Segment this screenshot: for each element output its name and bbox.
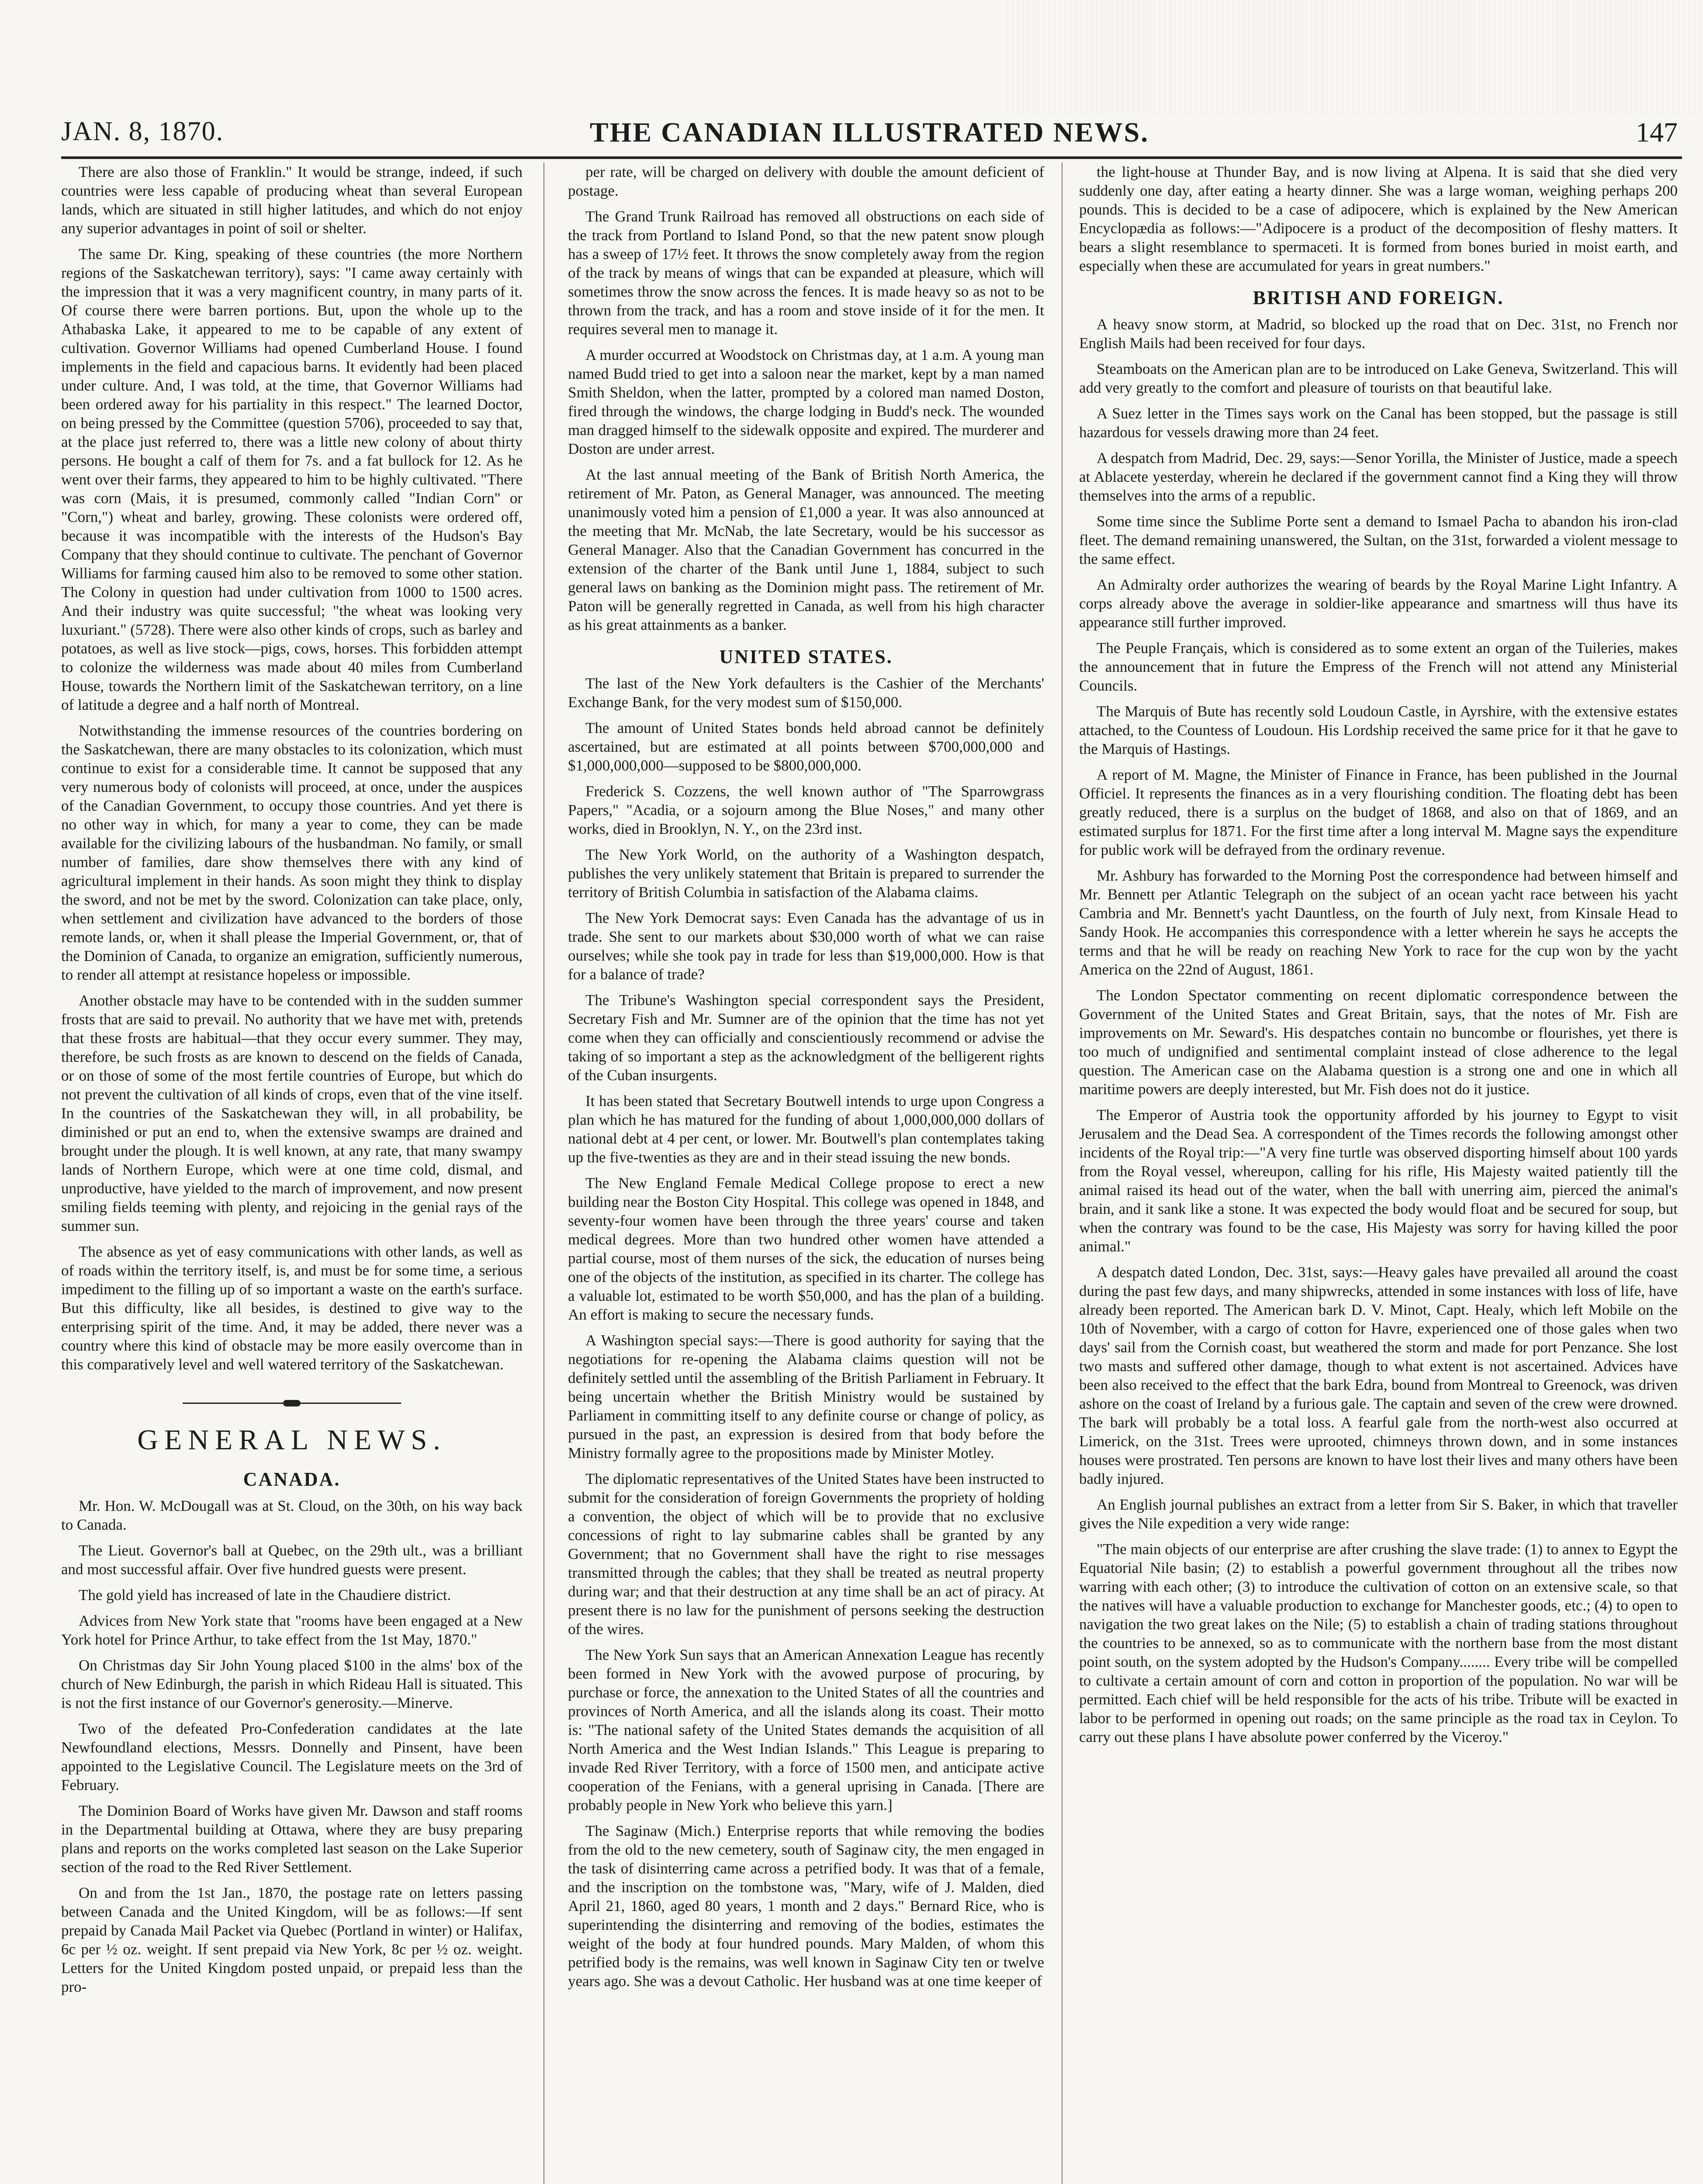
news-item: Steamboats on the American plan are to be introduced on Lake Geneva, Switzerland. This will add very greatly to the comfort and pleasure of tourists on that beautiful lake. bbox=[1079, 360, 1678, 396]
newspaper-title: THE CANADIAN ILLUSTRATED NEWS. bbox=[589, 117, 1149, 148]
article-paragraph: Notwithstanding the immense resources of the countries bordering on the Saskatchewan, there are many obstacles to its colonization, which must continue to exist for a considerable time. It cannot be supposed that any very numerous body of colonists will proceed, at once, under the auspices of the Canadian Government, to occupy those countries. And yet there is no other way in which, for many a year to come, they can be made available for the civilizing labours of the husbandman. No family, or small number of families, dare show themselves there with any kind of agricultural implement in their hands. As soon might they think to display the sword, and not be met by the sword. Colonization can take place, only, when settlement and civilization have advanced to the borders of those remote lands, or, when it shall please the Imperial Government, or, that of the Dominion of Canada, to organize an emigration, sufficiently numerous, to render all attempt at resistance hopeless or impossible. bbox=[61, 722, 523, 983]
british-foreign-heading: BRITISH AND FOREIGN. bbox=[1253, 287, 1504, 308]
news-item: A murder occurred at Woodstock on Christmas day, at 1 a.m. A young man named Budd tried to get into a saloon near the market, kept by a man named Smith Sheldon, when the latter, prompted by a colored man named Doston, fired through the windows, the charge lodging in Budd's neck. The wounded man dragged himself to the sidewalk opposite and expired. The murderer and Doston are under arrest. bbox=[568, 346, 1044, 457]
article-paragraph: Another obstacle may have to be contended with in the sudden summer frosts that are said to prevail. No authority that we have met with, pretends that these frosts are habitual—that they occur every summer. They may, therefore, be such frosts as are known to descend on the fields of Canada, or on those of some of the most fertile countries of Europe, but which do not prevent the cultivation of all kinds of crops, even that of the vine itself. In the countries of the Saskatchewan they will, in all probability, be diminished or put an end to, when the extensive swamps are drained and brought under the plough. It is well known, at any rate, that many swampy lands of Northern Europe, which were at one time cold, dismal, and unproductive, have yielded to the march of improvement, and now present smiling fields teeming with plenty, and rejoicing in the genial rays of the summer sun. bbox=[61, 992, 523, 1234]
news-item: "The main objects of our enterprise are after crushing the slave trade: (1) to annex to Egypt the Equatorial Nile basin; (2) to establish a powerful government throughout all the tribes now warring with each other; (3) to introduce the cultivation of cotton on an extensive scale, so that the natives will have a valuable production to exchange for Manchester goods, etc.; (4) to open to navigation the two great lakes on the Nile; (5) to establish a chain of trading stations throughout the countries to be annexed, so as to communicate with the northern base from the most distant point south, on the system adopted by the Hudson's Company........ Every tribe will be compelled to cultivate a certain amount of corn and cotton in proportion of the population. No war will be permitted. Each chief will be held responsible for the acts of his tribe. Tribute will be exacted in labor to be performed in opening out roads; on the same principle as the road tax in Ceylon. To carry out these plans I have absolute power conferred by the Viceroy." bbox=[1079, 1541, 1678, 1745]
news-item: The Grand Trunk Railroad has removed all obstructions on each side of the track from Portland to Island Pond, so that the new patent snow plough has a sweep of 17½ feet. It throws the snow completely away from the region of the track by means of wings that can be expanded at pleasure, which will sometimes throw the snow across the fences. It is made heavy so as not to be thrown from the track, and has a room and stove inside of it for the men. It requires several men to manage it. bbox=[568, 208, 1044, 338]
news-item: An English journal publishes an extract from a letter from Sir S. Baker, in which that traveller gives the Nile expedition a very wide range: bbox=[1079, 1496, 1678, 1532]
canada-heading: CANADA. bbox=[243, 1469, 341, 1490]
news-item: The last of the New York defaulters is the Cashier of the Merchants' Exchange Bank, for the very modest sum of $150,000. bbox=[568, 675, 1044, 711]
united-states-heading: UNITED STATES. bbox=[719, 646, 893, 667]
news-item: Some time since the Sublime Porte sent a demand to Ismael Pacha to abandon his iron-clad fleet. The demand remaining unanswered, the Sultan, on the 31st, forwarded a violent message to the same effect. bbox=[1079, 513, 1678, 567]
article-paragraph: The same Dr. King, speaking of these countries (the more Northern regions of the Saskatchewan territory), says: "I came away certainly with the impression that it was a very magnificent country, in many parts of it. Of course there were barren portions. But, upon the whole up to the Athabaska Lake, it appeared to me to be capable of any extent of cultivation. Governor Williams had opened Cumberland House. I found implements in the field and capacious barns. It evidently had been placed under culture. And, I was told, at the time, that Governor Williams had been ordered away for his partiality in this respect." The learned Doctor, on being pressed by the Committee (question 5706), proceeded to say that, at the place just referred to, there was a little new colony of about thirty persons. He bought a calf of them for 7s. and a fat bullock for 12. As he went over their farms, they appeared to him to be highly cultivated. "There was corn (Mais, it is presumed, commonly called "Indian Corn" or "Corn,") wheat and barley, growing. These colonists were ordered off, because it was incompatible with the interests of the Hudson's Bay Company that they should continue to cultivate. The penchant of Governor Williams for farming caused him also to be removed to some other station. The Colony in question had under cultivation from 1000 to 1500 acres. And their industry was quite successful; "the wheat was looking very luxuriant." (5728). There were also other kinds of crops, such as barley and potatoes, as well as live stock—pigs, cows, horses. This forbidden attempt to colonize the wilderness was made about 40 miles from Cumberland House, towards the Northern limit of the Saskatchewan territory, on a line of latitude a degree and a half north of Montreal. bbox=[61, 245, 523, 713]
news-item: The amount of United States bonds held abroad cannot be definitely ascertained, but are estimated at all points between $700,000,000 and $1,000,000,000—supposed to be $800,000,000. bbox=[568, 719, 1044, 774]
section-ornament bbox=[183, 1400, 401, 1406]
page-number: 147 bbox=[1636, 117, 1678, 148]
news-item: The London Spectator commenting on recent diplomatic correspondence between the Government of the United States and Great Britain, says, that the notes of Mr. Fish are improvements on Mr. Seward's. His despatches contain no buncombe or flourishes, yet there is too much of undignified and sentimental complaint instead of close adherence to the legal question. The American case on the Alabama question is a strong one and one in which all maritime powers are deeply interested, but Mr. Fish does not do it justice. bbox=[1079, 987, 1678, 1098]
news-item: per rate, will be charged on delivery with double the amount deficient of postage. bbox=[568, 163, 1044, 199]
general-news-heading: GENERAL NEWS. bbox=[137, 1424, 447, 1456]
news-item: Two of the defeated Pro-Confederation candidates at the late Newfoundland elections, Messrs. Donnelly and Pinsent, have been appointed to the Legislative Council. The Legislature meets on the 3rd of February. bbox=[61, 1720, 523, 1794]
news-item: Mr. Ashbury has forwarded to the Morning Post the correspondence had between himself and Mr. Bennett per Atlantic Telegraph on the subject of an ocean yacht race between his yacht Cambria and Mr. Bennett's yacht Dauntless, on the fourth of July next, from Kinsale Head to Sandy Hook. He accompanies this correspondence with a letter wherein he says he accepts the terms and that he will be ready on reaching New York to race for the cup won by the yacht America on the 22nd of August, 1861. bbox=[1079, 867, 1678, 978]
news-item: The Dominion Board of Works have given Mr. Dawson and staff rooms in the Departmental building at Ottawa, where they are busy preparing plans and reports on the works completed last season on the Lake Superior section of the road to the Red River Settlement. bbox=[61, 1802, 523, 1876]
news-item: A despatch dated London, Dec. 31st, says:—Heavy gales have prevailed all around the coast during the past few days, and many shipwrecks, attended in some instances with loss of life, have already been reported. The American bark D. V. Minot, Capt. Healy, which left Mobile on the 10th of November, with a cargo of cotton for Havre, experienced one of those gales when two days' sail from the Cornish coast, but weathered the storm and made for port Penzance. She lost two masts and suffered other damage, though to what extent is not ascertained. Advices have been also received to the effect that the bark Edra, bound from Montreal to Greenock, was driven ashore on the coast of Ireland by a furious gale. The captain and seven of the crew were drowned. The bark will probably be a total loss. A fearful gale from the north-west also occurred at Limerick, on the 31st. Trees were uprooted, chimneys thrown down, and in some instances houses were prostrated. Ten persons are known to have lost their lives and many others have been badly injured. bbox=[1079, 1264, 1678, 1487]
article-paragraph: The absence as yet of easy communications with other lands, as well as of roads within the territory itself, is, and must be for some time, a serious impediment to the filling up of so important a waste on the earth's surface. But this difficulty, like all besides, is destined to give way to the enterprising spirit of the time. And, it may be added, there never was a country where this kind of obstacle may be more easily overcome than in this comparatively level and well watered territory of the Saskatchewan. bbox=[61, 1243, 523, 1373]
news-item: A Washington special says:—There is good authority for saying that the negotiations for re-opening the Alabama claims question will not be definitely settled until the assembling of the British Parliament in February. It being uncertain whether the British Ministry would be sustained by Parliament in committing itself to any definite course or change of policy, as pursued in the past, an expression is desired from that body before the Ministry formally agree to the propositions made by Minister Motley. bbox=[568, 1332, 1044, 1462]
news-item: Advices from New York state that "rooms have been engaged at a New York hotel for Prince Arthur, to take effect from the 1st May, 1870." bbox=[61, 1612, 523, 1648]
news-item: The Tribune's Washington special correspondent says the President, Secretary Fish and Mr. Sumner are of the opinion that the time has not yet come when they can officially and conscientiously recommend or advise the taking of so important a step as the acknowledgment of the belligerent rights of the Cuban insurgents. bbox=[568, 992, 1044, 1084]
news-item: The Emperor of Austria took the opportunity afforded by his journey to Egypt to visit Jerusalem and the Dead Sea. A correspondent of the Times records the following amongst other incidents of the Royal trip:—"A very fine turtle was observed disporting himself about 100 yards from the Royal vessel, whereupon, calling for his rifle, His Majesty waited patiently till the animal raised its head out of the water, when the ball with unerring aim, pierced the animal's brain, and it sank like a stone. It was expected the body would float and be secured for soup, but when the contrary was found to be the case, His Majesty was sorry for having killed the poor animal." bbox=[1079, 1106, 1678, 1255]
column-1 bbox=[61, 162, 523, 2184]
news-item: The New York World, on the authority of a Washington despatch, publishes the very unlikely statement that Britain is prepared to surrender the territory of British Columbia in satisfaction of the Alabama claims. bbox=[568, 846, 1044, 901]
news-item: The Marquis of Bute has recently sold Loudoun Castle, in Ayrshire, with the extensive estates attached, to the Countess of Loudoun. His Lordship received the same price for it that he gave to the Marquis of Hastings. bbox=[1079, 703, 1678, 757]
news-item: The New England Female Medical College propose to erect a new building near the Boston City Hospital. This college was opened in 1848, and seventy-four women have been through the three years' course and taken medical degrees. More than two hundred other women have attended a partial course, most of them nurses of the sick, the education of nurses being one of the objects of the institution, as specified in its charter. The college has a valuable lot, estimated to be worth $50,000, and has the plan of a building. An effort is making to secure the necessary funds. bbox=[568, 1175, 1044, 1323]
news-item: It has been stated that Secretary Boutwell intends to urge upon Congress a plan which he has matured for the funding of about 1,000,000,000 dollars of national debt at 4 per cent, or lower. Mr. Boutwell's plan contemplates taking up the five-twenties as they are and in their stead issuing the new bonds. bbox=[568, 1092, 1044, 1166]
column-3 bbox=[1079, 162, 1678, 2184]
news-item: Frederick S. Cozzens, the well known author of "The Sparrowgrass Papers," "Acadia, or a sojourn among the Blue Noses," and many other works, died in Brooklyn, N. Y., on the 23rd inst. bbox=[568, 783, 1044, 837]
news-item: The New York Democrat says: Even Canada has the advantage of us in trade. She sent to our markets about $30,000 worth of what we can raise ourselves; while she took pay in trade for less than $19,000,000. How is that for a balance of trade? bbox=[568, 909, 1044, 983]
news-item: The Saginaw (Mich.) Enterprise reports that while removing the bodies from the old to the new cemetery, south of Saginaw city, the men engaged in the task of disinterring came across a petrified body. It was that of a female, and the inscription on the tombstone was, "Mary, wife of J. Malden, died April 21, 1860, aged 80 years, 1 month and 2 days." Bernard Rice, who is superintending the disinterring and removing of the bodies, estimates the weight of the body at four hundred pounds. Mary Malden, of whom this petrified body is the remains, was well known in Saginaw City ten or twelve years ago. She was a devout Catholic. Her husband was at one time keeper of bbox=[568, 1822, 1044, 1990]
news-item: A heavy snow storm, at Madrid, so blocked up the road that on Dec. 31st, no French nor English Mails had been received for four days. bbox=[1079, 316, 1678, 352]
news-item: Mr. Hon. W. McDougall was at St. Cloud, on the 30th, on his way back to Canada. bbox=[61, 1497, 523, 1533]
news-item: A Suez letter in the Times says work on the Canal has been stopped, but the passage is still hazardous for vessels drawing more than 24 feet. bbox=[1079, 405, 1678, 441]
issue-date: JAN. 8, 1870. bbox=[61, 117, 224, 146]
news-item: On and from the 1st Jan., 1870, the postage rate on letters passing between Canada and the United Kingdom, will be as follows:—If sent prepaid by Canada Mail Packet via Quebec (Portland in winter) or Halifax, 6c per ½ oz. weight. If sent prepaid via New York, 8c per ½ oz. weight. Letters for the United Kingdom posted unpaid, or prepaid less than the pro- bbox=[61, 1884, 523, 1995]
column-2 bbox=[568, 162, 1044, 2184]
news-item: The Peuple Français, which is considered as to some extent an organ of the Tuileries, makes the announcement that in future the Empress of the French will not attend any Ministerial Councils. bbox=[1079, 639, 1678, 694]
article-paragraph: There are also those of Franklin." It would be strange, indeed, if such countries were less capable of producing wheat than several European lands, which are situated in still higher latitudes, and which do not enjoy any superior advantages in point of soil or shelter. bbox=[61, 163, 523, 237]
news-item: An Admiralty order authorizes the wearing of beards by the Royal Marine Light Infantry. A corps already above the average in soldier-like appearance and smartness will thus have its appearance still further improved. bbox=[1079, 576, 1678, 631]
news-item: The diplomatic representatives of the United States have been instructed to submit for the consideration of foreign Governments the propriety of holding a convention, the object of which will be to provide that no exclusive concessions of right to lay submarine cables shall be granted by any Government; that no Government shall have the right to rise messages transmitted through the cables; that they shall be treated as neutral property during war; and that their destruction at any time shall be an act of piracy. At present there is no law for the punishment of persons seeking the destruction of the wires. bbox=[568, 1470, 1044, 1638]
masthead bbox=[61, 114, 1678, 151]
news-item: The gold yield has increased of late in the Chaudiere district. bbox=[79, 1586, 451, 1603]
news-item: On Christmas day Sir John Young placed $100 in the alms' box of the church of New Edinburgh, the parish in which Rideau Hall is situated. This is not the first instance of our Governor's generosity.—Minerve. bbox=[61, 1657, 523, 1711]
news-item: the light-house at Thunder Bay, and is now living at Alpena. It is said that she died very suddenly one day, after eating a hearty dinner. She was a large woman, weighing perhaps 200 pounds. This is decided to be a case of adipocere, which is explained by the New American Encyclopædia as follows:—"Adipocere is a product of the decomposition of fleshy matters. It bears a slight resemblance to spermaceti. It is formed from bones buried in moist earth, and especially when these are accumulated for years in great numbers." bbox=[1079, 163, 1678, 274]
column-divider bbox=[1062, 162, 1063, 2184]
news-item: At the last annual meeting of the Bank of British North America, the retirement of Mr. Paton, as General Manager, was announced. The meeting unanimously voted him a pension of £1,000 a year. It was also announced at the meeting that Mr. McNab, the late Secretary, would be his successor as General Manager. Also that the Canadian Government has concurred in the extension of the charter of the Bank until June 1, 1884, subject to such general laws on banking as the Dominion might pass. The retirement of Mr. Paton will be generally regretted in Canada, as well from his high character as his great attainments as a banker. bbox=[568, 466, 1044, 633]
news-item: A despatch from Madrid, Dec. 29, says:—Senor Yorilla, the Minister of Justice, made a speech at Ablacete yesterday, wherein he declared if the government cannot find a King they will throw themselves into the arms of a republic. bbox=[1079, 449, 1678, 504]
news-item: The Lieut. Governor's ball at Quebec, on the 29th ult., was a brilliant and most successful affair. Over five hundred guests were present. bbox=[61, 1542, 523, 1578]
column-divider bbox=[543, 162, 544, 2184]
news-item: A report of M. Magne, the Minister of Finance in France, has been published in the Journal Officiel. It represents the finances as in a very flourishing condition. The floating debt has been greatly reduced, there is a surplus on the budget of 1868, and also on that of 1869, and an estimated surplus for 1871. For the first time after a long interval M. Magne says the expenditure for public work will be defrayed from the ordinary revenue. bbox=[1079, 766, 1678, 858]
scan-texture bbox=[1005, 0, 1703, 114]
masthead-rule bbox=[61, 156, 1682, 159]
news-item: The New York Sun says that an American Annexation League has recently been formed in New York with the avowed purpose of procuring, by purchase or force, the annexation to the United States of all the countries and provinces of North America, and all the islands along its coast. Their motto is: "The national safety of the United States demands the acquisition of all North America and the West Indian Islands." This League is preparing to invade Red River Territory, with a force of 1500 men, and anticipate active cooperation of the Fenians, with a general uprising in Canada. [There are probably people in New York who believe this yarn.] bbox=[568, 1646, 1044, 1814]
